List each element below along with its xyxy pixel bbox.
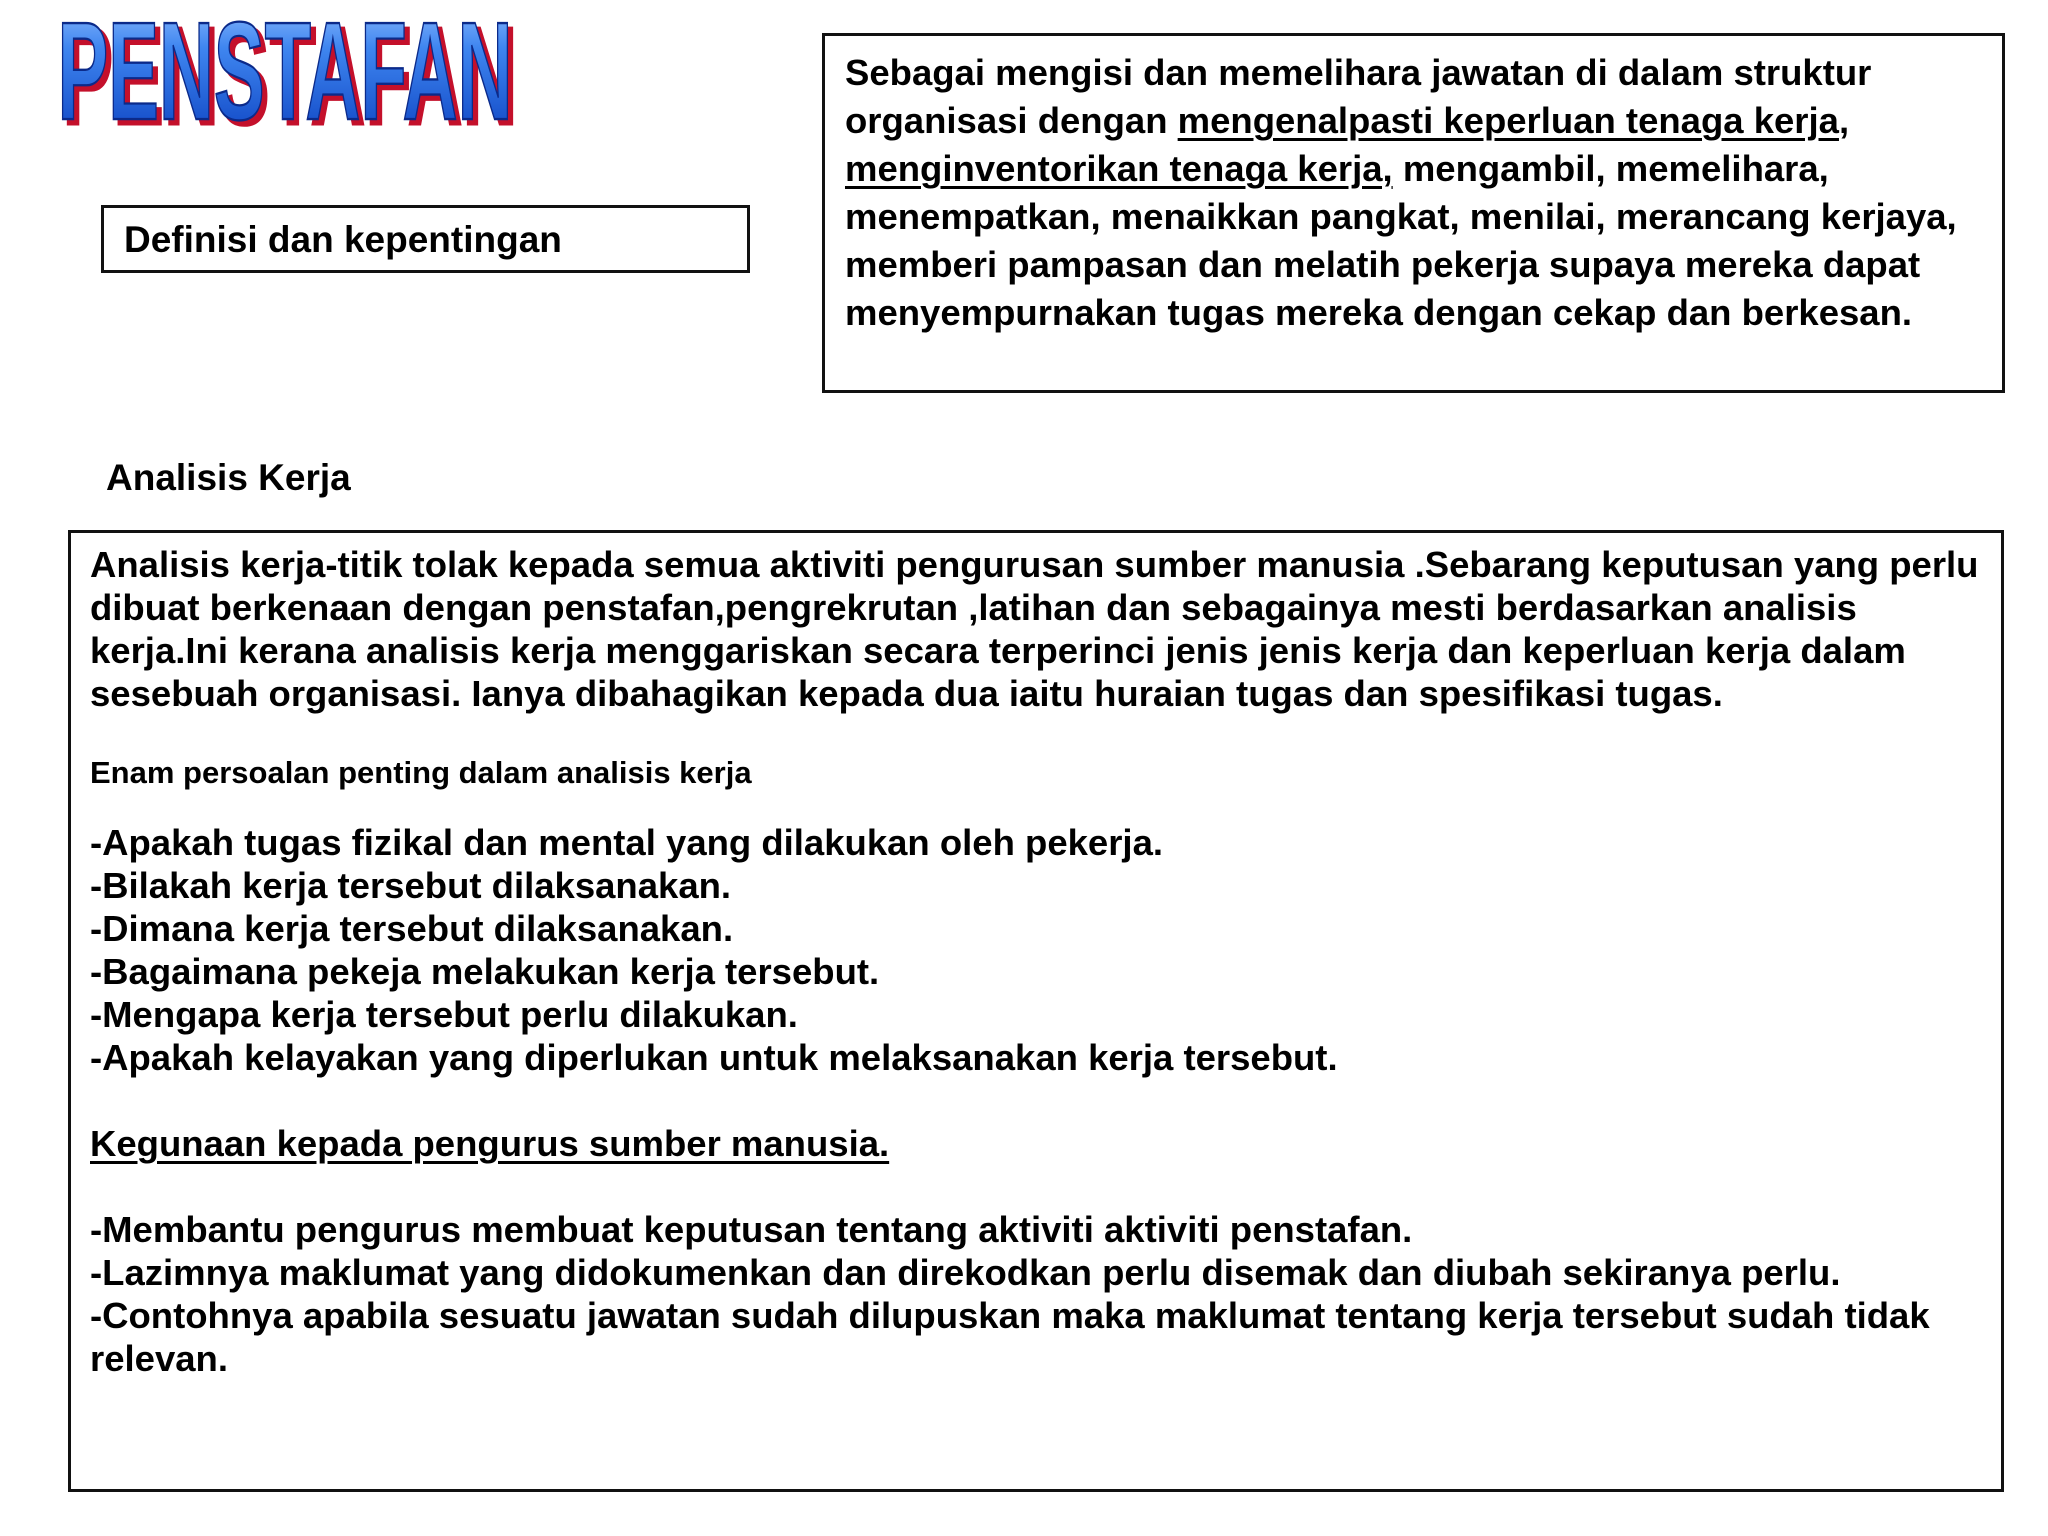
definition-box [822, 33, 2005, 393]
question-list [90, 821, 1983, 1079]
definition-underline-1: mengenalpasti keperluan tenaga kerja [1177, 100, 1839, 141]
definition-label: Definisi dan kepentingan [124, 218, 562, 260]
definition-text-part3: mengambil, memelihara, menempatkan, menaikkan pangkat, menilai, merancang kerjaya, memberi pampasan dan melatih pekerja supaya mereka dapat menyempurnakan tugas mereka dengan cekap dan berkesan. [845, 148, 1957, 333]
uses-list [90, 1208, 1983, 1380]
title-shadow-text: PENSTAFAN [62, 0, 518, 140]
questions-heading: Enam persoalan penting dalam analisis kerja [90, 755, 752, 790]
question-item: -Bilakah kerja tersebut dilaksanakan. [90, 865, 732, 906]
definition-text [845, 49, 1984, 337]
definition-label-box [101, 205, 750, 273]
definition-text-part1: Sebagai mengisi dan memelihara jawatan di dalam struktur organisasi dengan [845, 52, 1872, 141]
question-item: -Apakah tugas fizikal dan mental yang dilakukan oleh pekerja. [90, 822, 1164, 863]
question-item: -Bagaimana pekeja melakukan kerja tersebut. [90, 951, 880, 992]
uses-item: -Contohnya apabila sesuatu jawatan sudah dilupuskan maka maklumat tentang kerja tersebut sudah tidak relevan. [90, 1295, 1930, 1379]
uses-item: -Lazimnya maklumat yang didokumenkan dan direkodkan perlu disemak dan diubah sekiranya perlu. [90, 1252, 1841, 1293]
title-wordart [50, 0, 520, 140]
analysis-box [68, 530, 2004, 1492]
uses-heading-text: Kegunaan kepada pengurus sumber manusia. [90, 1123, 890, 1164]
uses-heading [90, 1122, 1983, 1165]
question-item: -Mengapa kerja tersebut perlu dilakukan. [90, 994, 798, 1035]
page-title [50, 0, 520, 140]
question-item: -Dimana kerja tersebut dilaksanakan. [90, 908, 734, 949]
question-item: -Apakah kelayakan yang diperlukan untuk melaksanakan kerja tersebut. [90, 1037, 1338, 1078]
definition-text-part2: , [1838, 100, 1850, 141]
title-text: PENSTAFAN [57, 0, 513, 140]
definition-underline-2: menginventorikan tenaga kerja, [845, 148, 1393, 189]
analysis-intro: Analisis kerja-titik tolak kepada semua aktiviti pengurusan sumber manusia .Sebarang keputusan yang perlu dibuat berkenaan dengan penstafan,pengrekrutan ,latihan dan sebagainya mesti berdasarkan analisis kerja.Ini kerana analisis kerja menggariskan secara terperinci jenis jenis kerja dan keperluan kerja dalam sesebuah organisasi. Ianya dibahagikan kepada dua iaitu huraian tugas dan spesifikasi tugas. [90, 544, 1979, 714]
uses-item: -Membantu pengurus membuat keputusan tentang aktiviti aktiviti penstafan. [90, 1209, 1413, 1250]
analysis-heading: Analisis Kerja [106, 457, 351, 498]
